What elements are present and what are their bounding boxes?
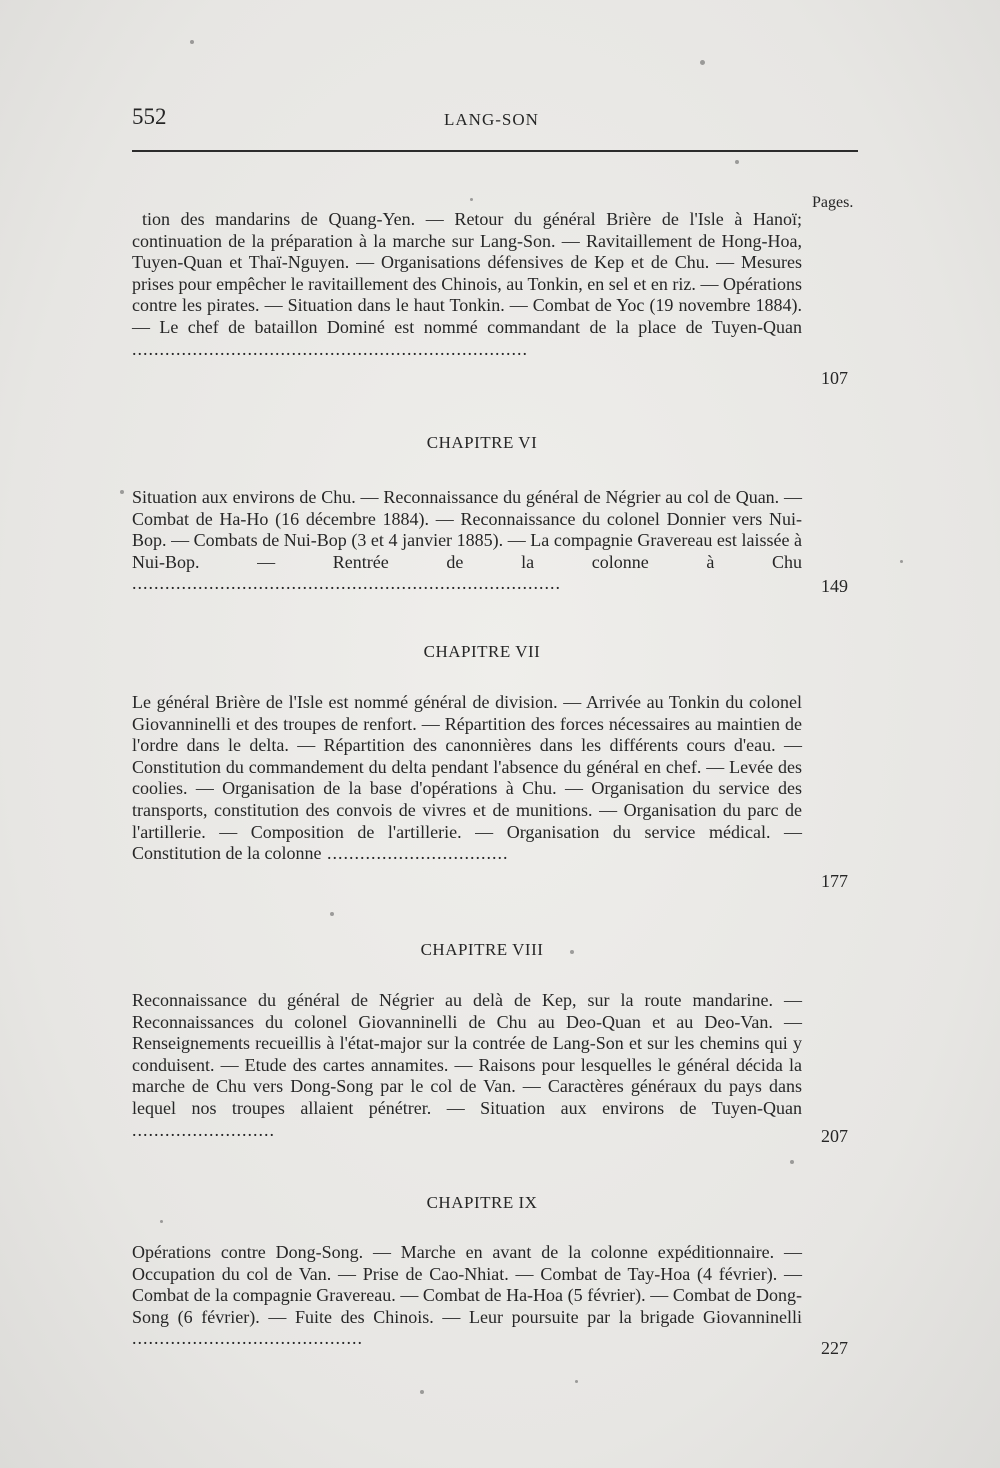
toc-entry-body: Situation aux environs de Chu. — Reconnaissance du général de Négrier au col de Quan. — Combat de Ha-Ho (16 décembre 1884). — Reconnaissance du colonel Donnier vers Nui-Bop. — Combats de Nui-Bop (3 et 4 janvier 1885). — La compagnie Gravereau est laissée à Nui-Bop. — Rentrée de la colonne à Chu — [132, 487, 802, 572]
toc-entry-page: 149 — [821, 576, 848, 596]
paper-speck — [330, 912, 334, 916]
page-number: 552 — [132, 104, 167, 129]
paper-speck — [735, 160, 739, 164]
paper-speck — [570, 950, 574, 954]
toc-entry-text — [132, 990, 802, 1141]
chapter-heading: CHAPITRE VI — [426, 433, 538, 452]
toc-entry-text — [132, 209, 802, 360]
leader-dots: .......................................... — [132, 1328, 363, 1349]
toc-entry-text — [132, 487, 802, 595]
paper-speck — [420, 1390, 424, 1394]
leader-dots: ................................. — [321, 843, 509, 864]
pages-column-label: Pages. — [812, 194, 854, 211]
toc-entry-page: 107 — [821, 368, 848, 388]
leader-dots: ........................................................................ — [132, 338, 528, 359]
paper-speck — [790, 1160, 794, 1164]
toc-entry-page: 177 — [821, 871, 848, 891]
toc-entry-page: 227 — [821, 1338, 848, 1358]
running-head — [132, 98, 858, 138]
leader-dots: .............................................................................. — [132, 573, 561, 594]
paper-speck — [700, 60, 705, 65]
paper-speck — [575, 1380, 578, 1383]
leader-dots: .......................... — [132, 1119, 275, 1140]
paper-speck — [160, 1220, 163, 1223]
toc-entry-body: Opérations contre Dong-Song. — Marche en avant de la colonne expéditionnaire. — Occupation du col de Van. — Prise de Cao-Nhiat. — Combat de Tay-Hoa (4 février). — Combat de la compagnie Gravereau. — Combat de Ha-Hoa (5 février). — Combat de Dong-Song (6 février). — Fuite des Chinois. — Leur poursuite par la brigade Giovanninelli — [132, 1242, 802, 1327]
chapter-heading: CHAPITRE VII — [423, 642, 541, 661]
paper-speck — [900, 560, 903, 563]
toc-entry-body: tion des mandarins de Quang-Yen. — Retour du général Brière de l'Isle à Hanoï; continuation de la préparation à la marche sur Lang-Son. — Ravitaillement de Hong-Hoa, Tuyen-Quan et Thaï-Nguyen. — Organisations défensives de Kep et de Chu. — Mesures prises pour empêcher le ravitaillement des Chinois, au Tonkin, en sel et en riz. — Opérations contre les pirates. — Situation dans le haut Tonkin. — Combat de Yoc (19 novembre 1884). — Le chef de bataillon Dominé est nommé commandant de la place de Tuyen-Quan — [132, 209, 802, 337]
toc-entry-body: Le général Brière de l'Isle est nommé général de division. — Arrivée au Tonkin du colonel Giovanninelli et des troupes de renfort. — Répartition des forces nécessaires au maintien de l'ordre dans le delta. — Répartition des canonnières dans les différents cours d'eau. — Constitution du commandement du delta pendant l'absence du général en chef. — Levée des coolies. — Organisation de la base d'opérations à Chu. — Organisation du service des transports, constitution des convois de vivres et de munitions. — Organisation du parc de l'artillerie. — Composition de l'artillerie. — Organisation du service médical. — Constitution de la colonne — [132, 692, 802, 864]
paper-speck — [190, 40, 194, 44]
chapter-heading: CHAPITRE IX — [426, 1193, 538, 1212]
running-title: LANG-SON — [444, 110, 539, 129]
paper-speck — [470, 198, 473, 201]
toc-entry-page: 207 — [821, 1126, 848, 1146]
toc-entry-text — [132, 1242, 802, 1350]
header-rule — [132, 150, 858, 152]
paper-speck — [120, 490, 124, 494]
chapter-heading: CHAPITRE VIII — [420, 940, 544, 959]
toc-entry-text — [132, 692, 802, 865]
toc-entry-body: Reconnaissance du général de Négrier au delà de Kep, sur la route mandarine. — Reconnaissances du colonel Giovanninelli de Chu au Deo-Quan et au Deo-Van. — Renseignements recueillis à l'état-major sur la contrée de Lang-Son et sur les chemins qui y conduisent. — Etude des cartes annamites. — Raisons pour lesquelles le général décida la marche de Chu vers Dong-Song par le col de Van. — Caractères généraux du pays dans lequel nos troupes allaient pénétrer. — Situation aux environs de Tuyen-Quan — [132, 990, 802, 1118]
